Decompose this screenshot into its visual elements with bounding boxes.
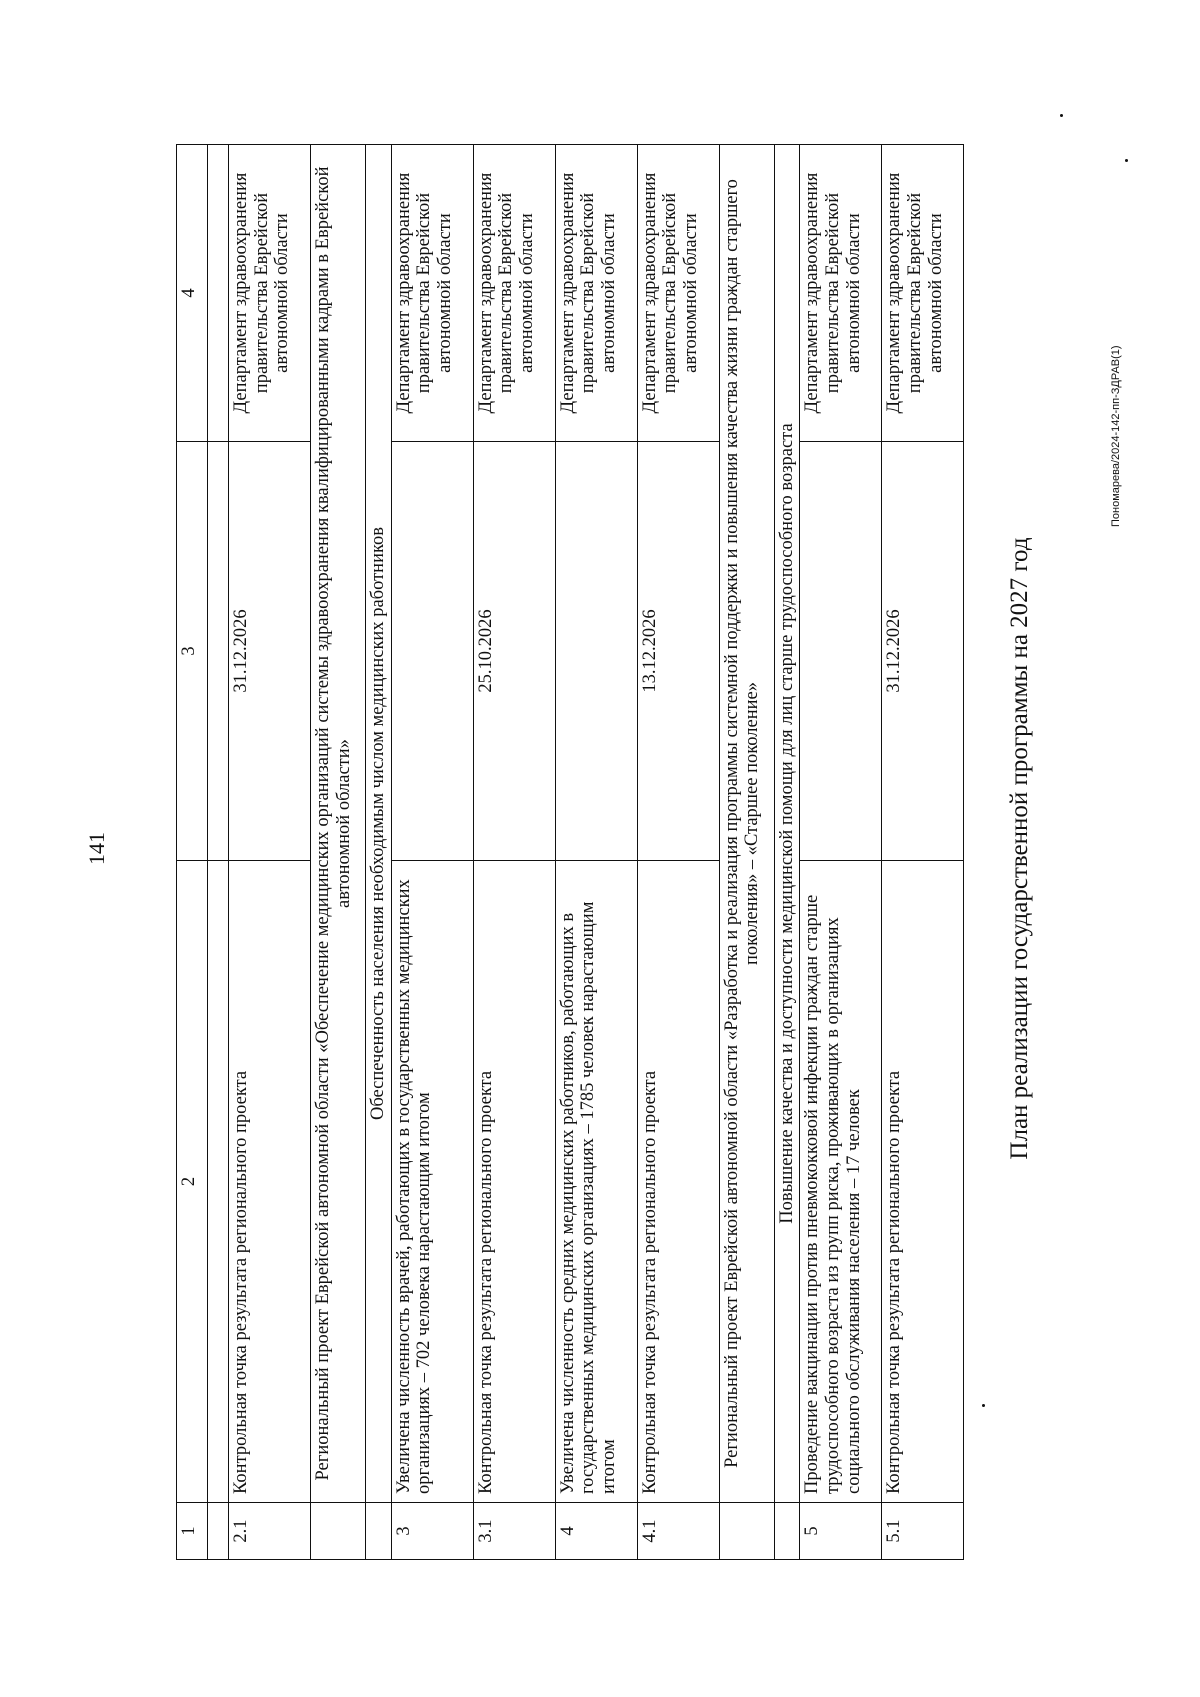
row-text: Контрольная точка результата регионального проекта <box>473 861 555 1503</box>
header-cell: 4 <box>177 145 208 442</box>
page-number: 141 <box>84 832 109 865</box>
project-title: Региональный проект Еврейской автономной области «Обеспечение медицинских организаций системы здравоохранения квалифицированными кадрами в Еврейской автономной области» <box>311 145 366 1503</box>
row-number: 4.1 <box>637 1503 719 1560</box>
row-date <box>800 442 882 861</box>
table-row <box>555 145 637 1560</box>
row-date <box>555 442 637 861</box>
table-row <box>882 145 964 1560</box>
spacer-row <box>208 145 229 1560</box>
row-responsible: Департамент здравоохранения правительства Еврейской автономной области <box>473 145 555 442</box>
row-text: Контрольная точка результата регионального проекта <box>637 861 719 1503</box>
row-responsible: Департамент здравоохранения правительства Еврейской автономной области <box>555 145 637 442</box>
header-cell: 2 <box>177 861 208 1503</box>
project-row <box>719 145 774 1560</box>
project-row <box>311 145 366 1560</box>
row-date: 31.12.2026 <box>229 442 311 861</box>
table-row <box>637 145 719 1560</box>
row-date: 25.10.2026 <box>473 442 555 861</box>
row-date: 31.12.2026 <box>882 442 964 861</box>
row-responsible: Департамент здравоохранения правительства Еврейской автономной области <box>800 145 882 442</box>
row-responsible: Департамент здравоохранения правительства Еврейской автономной области <box>637 145 719 442</box>
section-title: Обеспеченность населения необходимым числом медицинских работников <box>366 145 392 1503</box>
row-number: 5.1 <box>882 1503 964 1560</box>
table-row <box>800 145 882 1560</box>
project-title: Региональный проект Еврейской автономной области «Разработка и реализация программы системной поддержки и повышения качества жизни граждан старшего поколения» – «Старшее поколение» <box>719 145 774 1503</box>
row-number: 5 <box>800 1503 882 1560</box>
row-text: Увеличена численность врачей, работающих в государственных медицинских организациях – 702 человека нарастающим итогом <box>391 861 473 1503</box>
table-row <box>473 145 555 1560</box>
row-number: 3.1 <box>473 1503 555 1560</box>
row-text: Проведение вакцинации против пневмококковой инфекции граждан старше трудоспособного возраста из групп риска, проживающих в организациях социального обслуживания населения – 17 человек <box>800 861 882 1503</box>
row-text: Контрольная точка результата регионального проекта <box>229 861 311 1503</box>
plan-title: План реализации государственной программы на 2027 год <box>1006 537 1033 1160</box>
scan-speck <box>1060 114 1063 117</box>
scan-speck <box>1125 159 1128 162</box>
header-cell: 1 <box>177 1503 208 1560</box>
row-text: Контрольная точка результата регионального проекта <box>882 861 964 1503</box>
row-number: 2.1 <box>229 1503 311 1560</box>
row-responsible: Департамент здравоохранения правительства Еврейской автономной области <box>391 145 473 442</box>
row-date <box>391 442 473 861</box>
table-row <box>391 145 473 1560</box>
scan-speck <box>982 1404 985 1407</box>
document-code: Пономарева/2024-142-пп-ЗДРАВ(1) <box>1110 345 1122 527</box>
section-row <box>366 145 392 1560</box>
table-header-row <box>177 145 208 1560</box>
row-responsible: Департамент здравоохранения правительства Еврейской автономной области <box>229 145 311 442</box>
row-date: 13.12.2026 <box>637 442 719 861</box>
plan-table <box>176 144 964 1560</box>
row-number: 4 <box>555 1503 637 1560</box>
row-text: Увеличена численность средних медицинских работников, работающих в государственных медицинских организациях – 1785 человек нарастающим итогом <box>555 861 637 1503</box>
section-title: Повышение качества и доступности медицинской помощи для лиц старше трудоспособного возраста <box>774 145 800 1503</box>
row-number: 3 <box>391 1503 473 1560</box>
row-responsible: Департамент здравоохранения правительства Еврейской автономной области <box>882 145 964 442</box>
table-row <box>229 145 311 1560</box>
section-row <box>774 145 800 1560</box>
header-cell: 3 <box>177 442 208 861</box>
